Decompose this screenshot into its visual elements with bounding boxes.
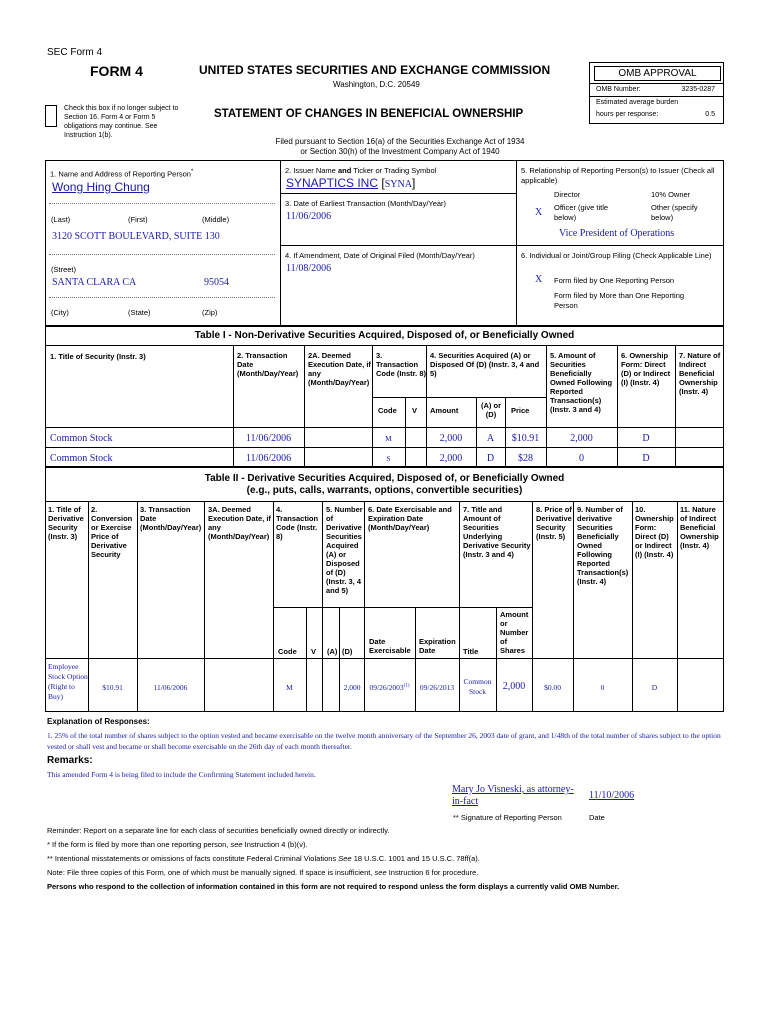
- t2-underlying-title: Common Stock: [463, 677, 492, 696]
- signature-label: ** Signature of Reporting Person: [453, 813, 562, 822]
- t2-owned-following: 0: [600, 683, 605, 692]
- t2-conversion-price: $10.91: [102, 683, 123, 692]
- t2-h11: 11. Nature of Indirect Beneficial Ownership (Instr. 4): [680, 505, 719, 550]
- t2-sub-v: V: [311, 647, 317, 656]
- t1-h1: 1. Title of Security (Instr. 3): [50, 352, 146, 361]
- box4-label: 4. If Amendment, Date of Original Filed (Month/Day/Year): [285, 251, 475, 260]
- explanation-heading: Explanation of Responses:: [47, 717, 150, 726]
- t2-footnote-ref[interactable]: (1): [403, 683, 410, 689]
- statement-title: STATEMENT OF CHANGES IN BENEFICIAL OWNERSHIP: [214, 108, 524, 120]
- one-person-check-mark[interactable]: X: [535, 274, 543, 285]
- omb-burden-label: Estimated average burden: [596, 99, 679, 106]
- misstatement-note: ** Intentional misstatements or omissions of facts constitute Federal Criminal Violations See 18 U.S.C. 1001 and 15 U.S.C. 78ff(a).: [47, 854, 480, 863]
- box3-label: 3. Date of Earliest Transaction (Month/Day/Year): [285, 199, 447, 208]
- other-option: Other (specify below): [651, 203, 698, 222]
- multi-filer-note: * If the form is filed by more than one reporting person, see Instruction 4 (b)(v).: [47, 840, 308, 849]
- omb-hours-value: 0.5: [705, 111, 715, 118]
- officer-check-mark[interactable]: X: [535, 207, 543, 218]
- last-label: (Last): [51, 215, 71, 224]
- t1-row-title: Common Stock: [50, 453, 113, 464]
- t2-title-of-derivative: Employee Stock Option (Right to Buy): [48, 662, 88, 701]
- t2-underlying-amount: 2,000: [502, 681, 526, 692]
- t1-row-amount: 2,000: [439, 433, 463, 444]
- form-title: FORM 4: [90, 63, 143, 79]
- t2-h10: 10. Ownership Form: Direct (D) or Indirect (I) (Instr. 4): [635, 505, 674, 559]
- t2-sub-code: Code: [278, 647, 297, 656]
- t2-disposed: 2,000: [343, 683, 361, 692]
- director-option: Director: [554, 190, 581, 199]
- t1-h4: 4. Securities Acquired (A) or Disposed Of (D) (Instr. 3, 4 and 5): [430, 351, 540, 378]
- one-person-option: Form filed by One Reporting Person: [554, 276, 675, 285]
- omb-number-value: 3235-0287: [681, 86, 715, 93]
- t2-h1: 1. Title of Derivative Security (Instr. 3): [48, 505, 84, 541]
- street-address: 3120 SCOTT BOULEVARD, SUITE 130: [52, 231, 220, 242]
- filed-pursuant: Filed pursuant to Section 16(a) of the Securities Exchange Act of 1934 or Section 30(h) of the Investment Company Act of 1940: [275, 137, 525, 156]
- box2-label: 2. Issuer Name and Ticker or Trading Symbol: [285, 166, 437, 175]
- t1-row-price: $10.91: [511, 433, 540, 444]
- box5-label: 5. Relationship of Reporting Person(s) to Issuer (Check all applicable): [521, 166, 715, 185]
- agency-location: Washington, D.C. 20549: [333, 80, 420, 89]
- explanation-text: 1. 25% of the total number of shares subject to the option vested and became exercisable on the twelve month anniversary of the September 26, 2003 date of grant, and 1/48th of the total number of shares subject to the option vested or shall vest and became or shall become exercisable on the 26th day of each month thereafter.: [47, 731, 721, 751]
- t1-row-code: M: [385, 434, 392, 443]
- t2-sub-d: (D): [342, 647, 353, 656]
- t2-h2: 2. Conversion or Exercise Price of Derivative Security: [91, 505, 133, 559]
- t1-h2a: 2A. Deemed Execution Date, if any (Month/Day/Year): [308, 351, 371, 387]
- officer-title: Vice President of Operations: [559, 228, 675, 239]
- t1-row-acquired-disposed: A: [486, 433, 495, 444]
- issuer-name[interactable]: SYNAPTICS INC: [286, 176, 379, 190]
- t2-code: M: [286, 683, 293, 692]
- multi-person-option: Form filed by More than One Reporting Person: [554, 291, 685, 310]
- city-value: SANTA CLARA CA: [52, 277, 137, 288]
- t2-h9: 9. Number of derivative Securities Beneficially Owned Following Reported Transaction(s) (Instr. 4): [577, 505, 629, 586]
- t1-row-owned-following: 0: [579, 453, 584, 464]
- t1-h7: 7. Nature of Indirect Beneficial Ownership (Instr. 4): [679, 351, 721, 396]
- t1-h3: 3. Transaction Code (Instr. 8): [376, 351, 427, 378]
- reporting-person-name[interactable]: Wong Hing Chung: [52, 180, 150, 194]
- signature-date: 11/10/2006: [589, 790, 635, 801]
- state-label: (State): [128, 308, 151, 317]
- t1-row-amount: 2,000: [439, 453, 463, 464]
- omb-approval-box: [589, 62, 724, 124]
- omb-title: OMB APPROVAL: [594, 66, 721, 81]
- omb-persons-note: Persons who respond to the collection of information contained in this form are not required to respond unless the form displays a currently valid OMB Number.: [47, 882, 620, 891]
- t1-row-acquired-disposed: D: [486, 453, 495, 464]
- omb-number-label: OMB Number:: [596, 86, 641, 93]
- t2-h5: 5. Number of Derivative Securities Acquired (A) or Disposed of (D) (Instr. 3, 4 and 5): [326, 505, 363, 595]
- t1-sub-price: Price: [511, 406, 530, 415]
- issuer-line: SYNAPTICS INC [SYNA]: [286, 176, 416, 190]
- t2-h4: 4. Transaction Code (Instr. 8): [276, 505, 319, 541]
- table2: [45, 467, 724, 712]
- t1-sub-amount: Amount: [430, 406, 459, 415]
- t1-row-ownership-form: D: [642, 453, 650, 464]
- t1-sub-ad: (A) or (D): [481, 401, 501, 419]
- box1-label: 1. Name and Address of Reporting Person*: [50, 168, 194, 179]
- street-label: (Street): [51, 265, 77, 274]
- first-label: (First): [128, 215, 148, 224]
- t1-sub-code: Code: [378, 406, 397, 415]
- t1-row-transaction-date: 11/06/2006: [245, 453, 292, 464]
- omb-hours-label: hours per response:: [596, 111, 659, 118]
- t1-row-owned-following: 2,000: [570, 433, 593, 444]
- t1-row-price: $28: [518, 453, 533, 464]
- t2-derivative-price: $0.00: [544, 683, 561, 692]
- reminder-note: Reminder: Report on a separate line for each class of securities beneficially owned directly or indirectly.: [47, 826, 390, 835]
- amendment-date: 11/08/2006: [286, 263, 332, 274]
- t2-h3: 3. Transaction Date (Month/Day/Year): [140, 505, 202, 532]
- city-label: (City): [51, 308, 69, 317]
- t2-sub-a: (A): [327, 647, 338, 656]
- t1-h2: 2. Transaction Date (Month/Day/Year): [237, 351, 299, 378]
- table1-title: Table I - Non-Derivative Securities Acquired, Disposed of, or Beneficially Owned: [194, 330, 575, 341]
- t2-expiration-date: 09/26/2013: [419, 683, 455, 692]
- t1-sub-v: V: [412, 406, 418, 415]
- zip-label: (Zip): [202, 308, 218, 317]
- t2-h7: 7. Title and Amount of Securities Underlying Derivative Security (Instr. 3 and 4): [463, 505, 531, 559]
- t2-sub-title: Title: [463, 647, 479, 656]
- t2-h8: 8. Price of Derivative Security (Instr. 5): [536, 505, 572, 541]
- date-label: Date: [589, 813, 605, 822]
- t1-row-ownership-form: D: [642, 433, 650, 444]
- t1-h5: 5. Amount of Securities Beneficially Owned Following Reported Transaction(s) (Instr. 3 and 4): [550, 351, 613, 414]
- no-longer-subject-checkbox[interactable]: [45, 105, 57, 127]
- ticker-symbol: SYNA: [384, 179, 412, 190]
- t2-sub-expiration: Expiration Date: [419, 637, 456, 655]
- remarks-heading: Remarks:: [47, 755, 93, 766]
- t2-h3a: 3A. Deemed Execution Date, if any (Month/Day/Year): [208, 505, 271, 541]
- officer-option: Officer (give title below): [554, 203, 609, 222]
- remarks-text: This amended Form 4 is being filed to include the Confirming Statement included herein.: [47, 770, 316, 779]
- copies-note: Note: File three copies of this Form, one of which must be manually signed. If space is insufficient, see Instruction 6 for procedure.: [47, 868, 479, 877]
- t2-ownership-form: D: [651, 683, 658, 692]
- earliest-transaction-date: 11/06/2006: [286, 211, 332, 222]
- sec-form-label: SEC Form 4: [47, 47, 103, 58]
- box6-label: 6. Individual or Joint/Group Filing (Check Applicable Line): [521, 251, 712, 260]
- t2-sub-exercisable: Date Exercisable: [369, 637, 411, 655]
- table2-title: Table II - Derivative Securities Acquired, Disposed of, or Beneficially Owned (e.g., puts, calls, warrants, options, convertible securities): [204, 473, 565, 496]
- t2-transaction-date: 11/06/2006: [153, 683, 188, 692]
- t1-h6: 6. Ownership Form: Direct (D) or Indirect (I) (Instr. 4): [621, 351, 671, 387]
- checkbox-instructions: Check this box if no longer subject to Section 16. Form 4 or Form 5 obligations may continue. See Instruction 1(b).: [64, 105, 179, 139]
- t1-row-title: Common Stock: [50, 433, 113, 444]
- t1-row-transaction-date: 11/06/2006: [245, 433, 292, 444]
- signature-name: Mary Jo Visneski, as attorney-in-fact: [452, 784, 574, 807]
- t2-sub-amount: Amount or Number of Shares: [500, 610, 529, 655]
- middle-label: (Middle): [202, 215, 230, 224]
- agency-title: UNITED STATES SECURITIES AND EXCHANGE COMMISSION: [199, 63, 551, 77]
- ten-pct-owner-option: 10% Owner: [651, 190, 691, 199]
- zip-value: 95054: [204, 277, 229, 288]
- t1-row-code: S: [386, 454, 391, 463]
- t2-h6: 6. Date Exercisable and Expiration Date (Month/Day/Year): [368, 505, 452, 532]
- t2-date-exercisable: 09/26/2003$^{(1)}$: [369, 683, 410, 692]
